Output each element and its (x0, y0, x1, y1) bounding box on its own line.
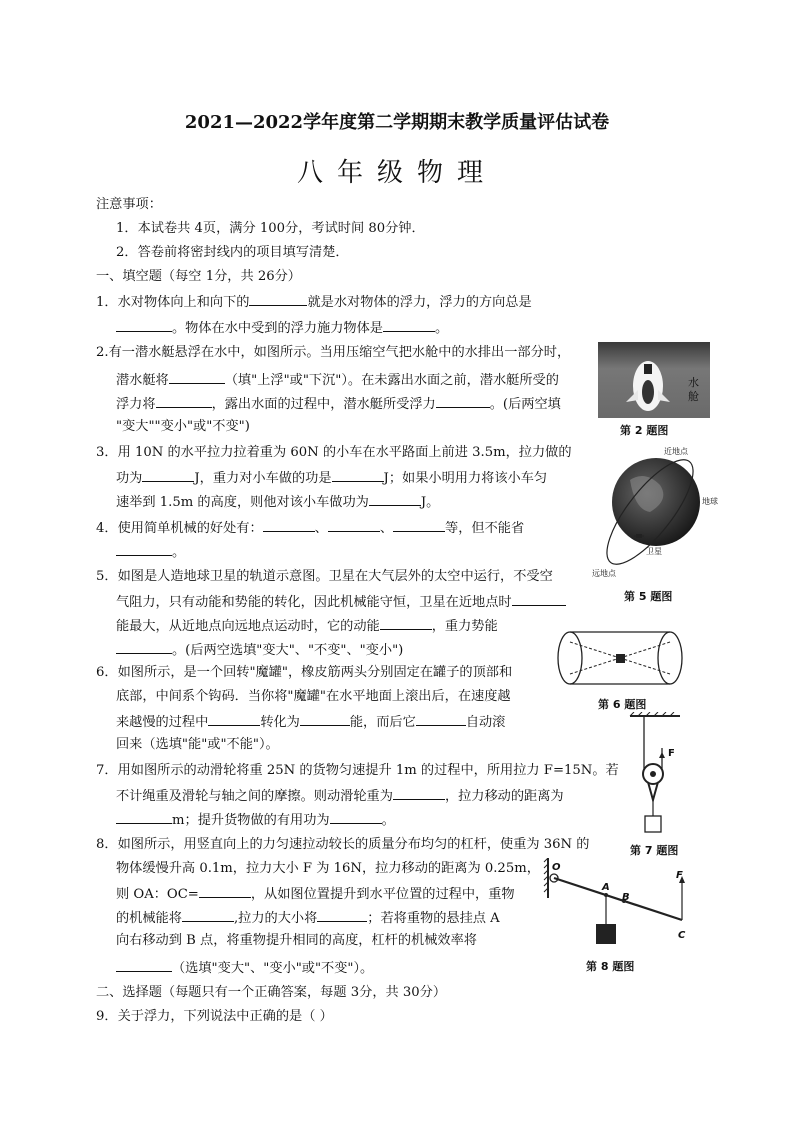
question-7-line2 (116, 786, 564, 806)
question-8-line1: 8．如图所示，用竖直向上的力匀速拉动较长的质量分布均匀的杠杆，使重为 36N 的 (96, 837, 590, 852)
answer-blank[interactable] (416, 712, 466, 726)
lever-point-o: O (552, 862, 561, 873)
lever-point-c: C (678, 930, 686, 941)
pulley-force-label: F (668, 748, 675, 759)
q1-text-a: 1．水对物体向上和向下的 (96, 295, 250, 310)
q3-text-e: 速举到 1.5m 的高度，则他对该小车做功为 (116, 495, 369, 510)
exam-title: 2021—2022学年度第二学期期末教学质量评估试卷 (184, 112, 610, 133)
question-5-line1: 5．如图是人造地球卫星的轨道示意图。卫星在大气层外的太空中运行，不受空 (96, 569, 553, 584)
question-5-line3 (116, 616, 498, 636)
answer-blank[interactable] (330, 810, 382, 824)
question-3-line2 (116, 468, 547, 488)
question-2-line2 (116, 370, 559, 390)
q1-text-c: 。物体在水中受到的浮力施力物体是 (172, 321, 383, 336)
q1-text-d: 。 (435, 321, 449, 336)
answer-blank[interactable] (393, 518, 445, 532)
q2-text-c: （填"上浮"或"下沉"）。在未露出水面之前，潜水艇所受的 (224, 373, 559, 388)
q8-text-g: ；若将重物的悬挂点 A (367, 911, 500, 926)
q4-text-e: 。 (172, 545, 186, 560)
answer-blank[interactable] (436, 394, 490, 408)
question-8-line2: 物体缓慢升高 0.1m，拉力大小 F 为 16N，拉力移动的距离为 0.25m， (116, 861, 540, 876)
q3-text-b: 功为 (116, 471, 143, 486)
answer-blank[interactable] (208, 712, 260, 726)
q8-text-i: （选填"变大"、"变小"或"不变"）。 (172, 961, 374, 976)
q7-text-e: 。 (381, 813, 395, 828)
orbit-diagram (590, 440, 720, 585)
answer-blank[interactable] (116, 810, 172, 824)
lever-force-f: F (676, 870, 683, 881)
question-7-line3 (116, 810, 395, 830)
q3-text-c: J，重力对小车做的功是 (194, 471, 332, 486)
answer-blank[interactable] (383, 318, 435, 332)
question-1-line1 (96, 292, 532, 312)
question-2-line1: 2.有一潜水艇悬浮在水中，如图所示。当用压缩空气把水舱中的水排出一部分时， (96, 345, 571, 360)
question-2-line4: "变大""变小"或"不变") (116, 419, 250, 434)
subject-title: 八年级物理 (296, 158, 497, 188)
apogee-label: 远地点 (592, 569, 616, 578)
question-9: 9．关于浮力，下列说法中正确的是（ ） (96, 1009, 333, 1024)
q5-text-c: 能最大，从近地点向远地点运动时，它的动能 (116, 619, 380, 634)
note-1: 1．本试卷共 4页，满分 100分，考试时间 80分钟． (116, 221, 425, 236)
question-8-line4 (116, 908, 500, 928)
answer-blank[interactable] (328, 518, 380, 532)
q6-text-c: 来越慢的过程中 (116, 715, 209, 730)
pulley-diagram (626, 712, 682, 842)
answer-blank[interactable] (393, 786, 445, 800)
q6-text-d: 转化为 (260, 715, 300, 730)
perigee-label: 近地点 (664, 447, 688, 456)
answer-blank[interactable] (116, 318, 172, 332)
answer-blank[interactable] (317, 908, 367, 922)
question-3-line3 (116, 492, 439, 512)
q2-text-f: 。(后两空填 (489, 397, 561, 412)
q1-text-b: 就是水对物体的浮力，浮力的方向总是 (307, 295, 532, 310)
question-6-line1: 6．如图所示，是一个回转"魔罐"，橡皮筋两头分别固定在罐子的顶部和 (96, 665, 513, 680)
satellite-label: 卫星 (646, 547, 662, 556)
answer-blank[interactable] (116, 958, 172, 972)
question-8-line6 (116, 958, 373, 978)
q6-text-f: 自动滚 (465, 715, 506, 730)
figure-5-caption: 第 5 题图 (624, 590, 673, 603)
question-5-line2 (116, 592, 566, 612)
q7-text-b: 不计绳重及滑轮与轴之间的摩擦。则动滑轮重为 (116, 789, 393, 804)
figure-6-magic-can (554, 628, 686, 688)
section2-heading: 二、选择题（每题只有一个正确答案，每题 3分，共 30分） (96, 985, 447, 1000)
q7-text-d: m；提升货物做的有用功为 (172, 813, 330, 828)
water-tank-label: 水舱 (688, 376, 699, 403)
question-4-line1 (96, 518, 524, 538)
answer-blank[interactable] (380, 616, 432, 630)
earth-label: 地球 (702, 497, 718, 506)
q2-text-b: 潜水艇将 (116, 373, 169, 388)
q4-text-b: 、 (314, 521, 328, 536)
q6-text-e: 能，而后它 (349, 715, 416, 730)
answer-blank[interactable] (116, 640, 172, 654)
q4-text-d: 等，但不能省 (445, 521, 525, 536)
q8-text-f: ,拉力的大小将 (233, 911, 318, 926)
figure-2-caption: 第 2 题图 (620, 424, 669, 437)
q8-text-d: ，从如图位置提升到水平位置的过程中，重物 (250, 887, 515, 902)
lever-point-a: A (602, 882, 610, 893)
question-6-line4: 回来（选填"能"或"不能"）。 (116, 737, 279, 752)
q7-text-c: ，拉力移动的距离为 (444, 789, 564, 804)
figure-5-orbit (590, 440, 720, 585)
figure-7-caption: 第 7 题图 (630, 844, 679, 857)
question-8-line3 (116, 884, 515, 904)
q2-text-d: 浮力将 (116, 397, 156, 412)
q8-text-c: 则 OA：OC= (116, 887, 199, 902)
notes-heading: 注意事项： (96, 197, 162, 212)
answer-blank[interactable] (249, 292, 307, 306)
question-2-line3 (116, 394, 561, 414)
q5-text-b: 气阻力，只有动能和势能的转化，因此机械能守恒，卫星在近地点时 (116, 595, 512, 610)
question-8-line5: 向右移动到 B 点，将重物提升相同的高度，杠杆的机械效率将 (116, 933, 477, 948)
figure-6-caption: 第 6 题图 (598, 698, 647, 711)
answer-blank[interactable] (369, 492, 421, 506)
section1-heading: 一、填空题（每空 1分，共 26分） (96, 269, 301, 284)
q4-text-a: 4．使用简单机械的好处有： (96, 521, 263, 536)
answer-blank[interactable] (300, 712, 350, 726)
question-5-line4 (116, 640, 403, 660)
question-6-line3 (116, 712, 505, 732)
question-1-line2 (116, 318, 448, 338)
q5-text-d: ，重力势能 (431, 619, 498, 634)
answer-blank[interactable] (263, 518, 315, 532)
answer-blank[interactable] (156, 394, 212, 408)
question-4-line2 (116, 542, 185, 562)
q4-text-c: 、 (379, 521, 394, 536)
q2-text-e: ，露出水面的过程中，潜水艇所受浮力 (211, 397, 436, 412)
question-6-line2: 底部，中间系个钩码．当你将"魔罐"在水平地面上滚出后，在速度越 (116, 689, 511, 704)
answer-blank[interactable] (142, 468, 194, 482)
answer-blank[interactable] (199, 884, 251, 898)
lever-point-b: B (622, 892, 630, 903)
answer-blank[interactable] (512, 592, 566, 606)
note-2: 2．答卷前将密封线内的项目填写清楚． (116, 245, 349, 260)
magic-can-diagram (554, 628, 686, 688)
answer-blank[interactable] (182, 908, 234, 922)
answer-blank[interactable] (169, 370, 225, 384)
question-3-line1: 3．用 10N 的水平拉力拉着重为 60N 的小车在水平路面上前进 3.5m，拉力做的 (96, 445, 572, 460)
q3-text-d: J；如果小明用力将该小车匀 (383, 471, 548, 486)
q5-text-e: 。(后两空选填"变大"、"不变"、"变小") (172, 643, 404, 658)
q8-text-e: 的机械能将 (116, 911, 182, 926)
answer-blank[interactable] (116, 542, 172, 556)
question-7-line1: 7．用如图所示的动滑轮将重 25N 的货物匀速提升 1m 的过程中，所用拉力 F=15N。若 (96, 763, 619, 778)
figure-8-caption: 第 8 题图 (586, 960, 635, 973)
answer-blank[interactable] (332, 468, 384, 482)
q3-text-f: J。 (420, 495, 440, 510)
figure-7-pulley (626, 712, 682, 842)
